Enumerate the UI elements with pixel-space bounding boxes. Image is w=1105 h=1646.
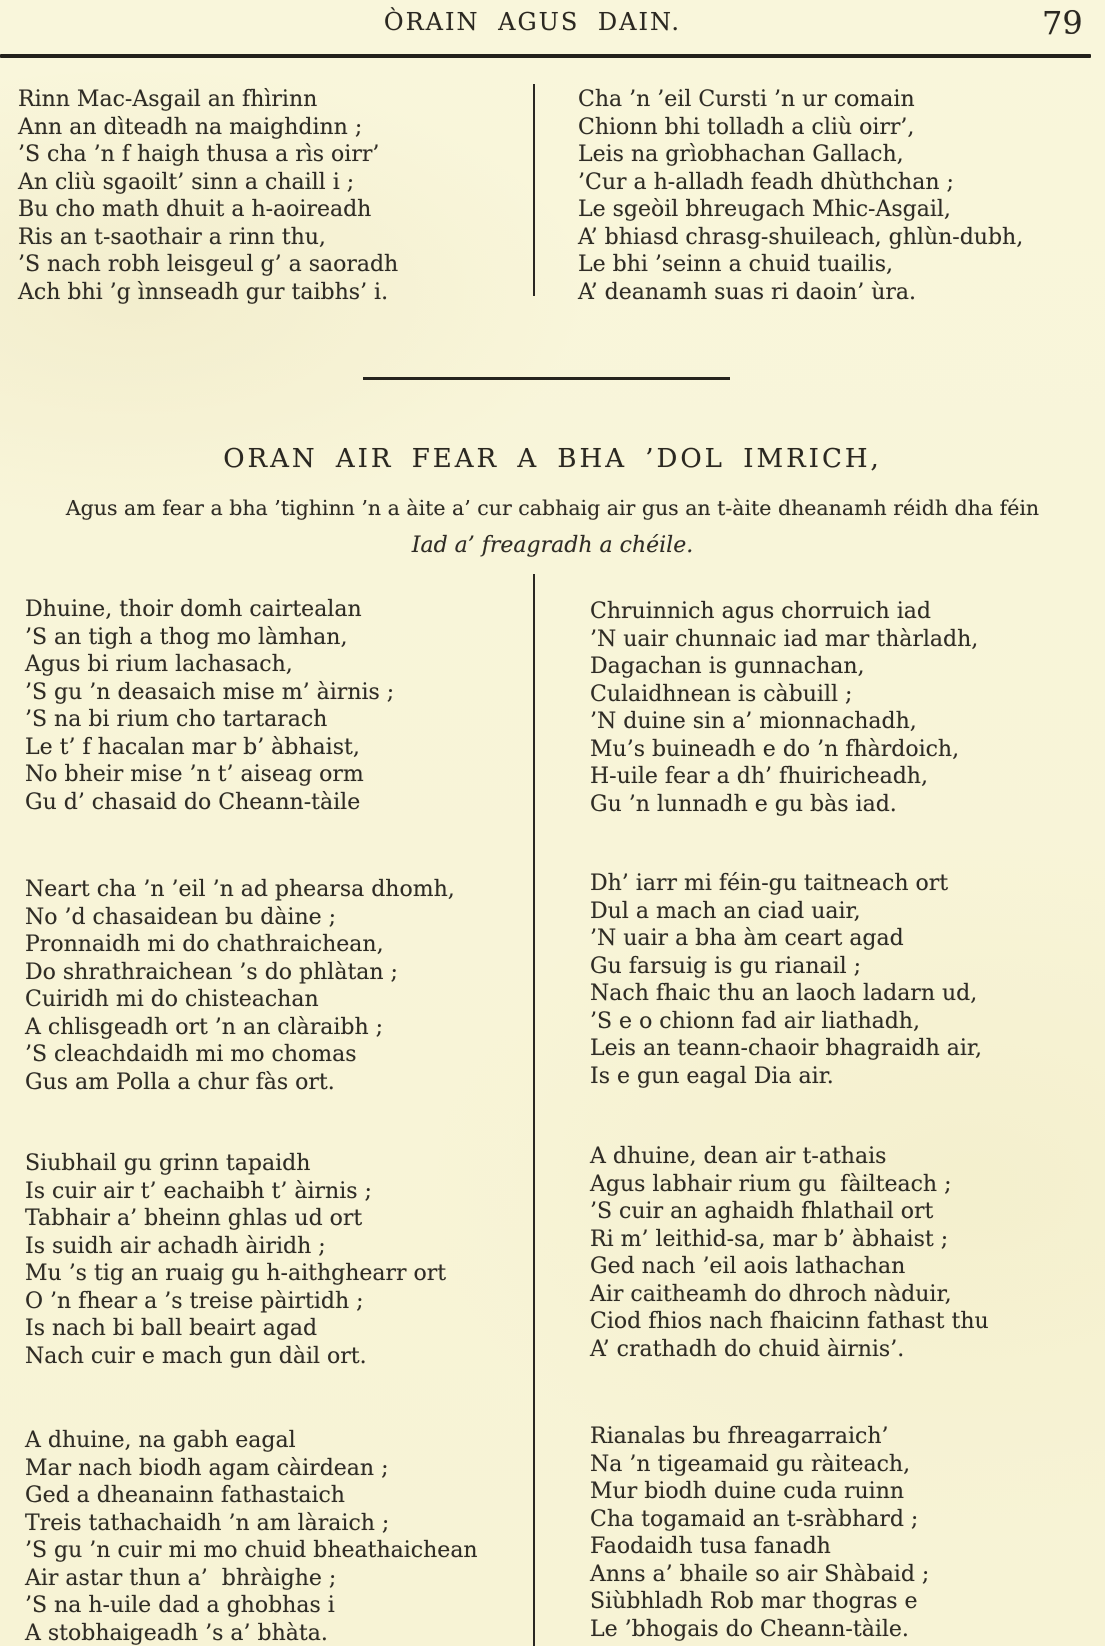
verse-line: ’S an tigh a thog mo làmhan, <box>25 624 348 650</box>
verse-line: Siùbhladh Rob mar thogras e <box>590 1589 918 1614</box>
verse-line: ’S cuir an aghaidh fhlathail ort <box>590 1199 934 1224</box>
verse-line: Rinn Mac-Asgail an fhìrinn <box>18 87 318 112</box>
song2-left-stanza-4 <box>25 1427 545 1646</box>
verse-line: A stobhaigeadh ’s a’ bhàta. <box>25 1620 328 1646</box>
verse-line: A chlisgeadh ort ’n an clàraibh ; <box>25 1014 384 1040</box>
verse-line: Air caitheamh do dhroch nàduir, <box>590 1281 952 1307</box>
verse-line: Treis tathachaidh ’n am làraich ; <box>25 1510 390 1536</box>
verse-line: Chionn bhi tolladh a cliù oirr’, <box>578 114 915 140</box>
header-rule <box>0 54 1091 58</box>
verse-line: Ri m’ leithid-sa, mar b’ àbhaist ; <box>590 1226 949 1252</box>
verse-line: Le ’bhogais do Cheann-tàile. <box>590 1616 909 1642</box>
verse-line: Dul a mach an ciad uair, <box>590 898 861 924</box>
verse-line: A dhuine, dean air t-athais <box>590 1144 887 1169</box>
verse-line: ’S na h-uile dad a ghobhas i <box>25 1593 335 1618</box>
verse-line: No ’d chasaidean bu dàine ; <box>25 904 337 930</box>
verse-line: Nach fhaic thu an laoch ladarn ud, <box>590 981 978 1006</box>
verse-line: Ach bhi ’g ìnnseadh gur taibhs’ i. <box>18 279 389 305</box>
verse-line: Mur biodh duine cuda ruinn <box>590 1479 905 1504</box>
verse-line: Do shrathraichean ’s do phlàtan ; <box>25 959 398 985</box>
verse-line: ’Cur a h-alladh feadh dhùthchan ; <box>578 169 954 195</box>
verse-line: Culaidhnean is càbuill ; <box>590 681 853 707</box>
song2-right-stanza-2 <box>590 870 1105 1090</box>
song2-left-stanza-1 <box>25 596 545 816</box>
verse-line: A’ bhiasd chrasg-shuileach, ghlùn-dubh, <box>578 224 1024 250</box>
verse-line: Chruinnich agus chorruich iad <box>590 599 931 624</box>
verse-line: Is e gun eagal Dia air. <box>590 1063 834 1089</box>
verse-line: Is cuir air t’ eachaibh t’ àirnis ; <box>25 1178 372 1204</box>
verse-line: ’N uair a bha àm ceart agad <box>590 926 904 951</box>
verse-line: Bu cho math dhuit a h-aoireadh <box>18 197 372 222</box>
verse-line: Faodaidh tusa fanadh <box>590 1534 831 1559</box>
verse-line: Ris an t-saothair a rinn thu, <box>18 224 326 250</box>
song-subtitle: Agus am fear a bha ’tighinn ’n a àite a’ cur cabhaig air gus an t-àite dheanamh réidh dha féin <box>65 496 1040 520</box>
verse-line: Cha ’n ’eil Cursti ’n ur comain <box>578 87 915 112</box>
song-subtitle-italic: Iad a’ freagradh a chéile. <box>411 533 694 558</box>
verse-line: Ged nach ’eil aois lathachan <box>590 1254 906 1279</box>
verse-line: Mar nach biodh agam càirdean ; <box>25 1455 389 1481</box>
verse-line: Cha togamaid an t-sràbhard ; <box>590 1506 919 1532</box>
verse-line: Anns a’ bhaile so air Shàbaid ; <box>590 1561 930 1587</box>
verse-line: No bheir mise ’n t’ aiseag orm <box>25 762 364 787</box>
verse-line: Leis an teann-chaoir bhagraidh air, <box>590 1036 982 1061</box>
verse-line: Is nach bi ball beairt agad <box>25 1316 318 1341</box>
verse-line: Ann an dìteadh na maighdinn ; <box>18 114 363 140</box>
verse-line: Ged a dheanainn fathastaich <box>25 1483 345 1508</box>
verse-line: O ’n fhear a ’s treise pàirtidh ; <box>25 1288 364 1314</box>
verse-line: ’N duine sin a’ mionnachadh, <box>590 709 917 734</box>
verse-line: ’S cleachdaidh mi mo chomas <box>25 1042 357 1067</box>
verse-line: ’S e o chionn fad air liathadh, <box>590 1008 920 1034</box>
verse-line: Pronnaidh mi do chathraichean, <box>25 932 384 957</box>
verse-line: Cuiridh mi do chisteachan <box>25 987 319 1012</box>
verse-line: A’ crathadh do chuid àirnis’. <box>590 1336 905 1362</box>
verse-line: A dhuine, na gabh eagal <box>25 1428 296 1453</box>
column-divider-top <box>533 84 535 296</box>
verse-line: Rianalas bu fhreagarraich’ <box>590 1424 889 1449</box>
song1-left-stanza <box>18 86 398 306</box>
song2-left-stanza-3 <box>25 1150 545 1370</box>
verse-line: Tabhair a’ bheinn ghlas ud ort <box>25 1206 363 1231</box>
page-number: 79 <box>1042 4 1083 42</box>
verse-line: Mu’s buineadh e do ’n fhàrdoich, <box>590 736 960 762</box>
verse-line: Neart cha ’n ’eil ’n ad phearsa dhomh, <box>25 877 455 902</box>
verse-line: Nach cuir e mach gun dàil ort. <box>25 1343 367 1369</box>
verse-line: Agus labhair rium gu fàilteach ; <box>590 1171 952 1197</box>
song1-right-stanza <box>578 86 1023 306</box>
verse-line: Le sgeòil bhreugach Mhic-Asgail, <box>578 197 951 222</box>
verse-line: Leis na grìobhachan Gallach, <box>578 142 904 167</box>
verse-line: A’ deanamh suas ri daoin’ ùra. <box>578 279 917 305</box>
verse-line: Air astar thun a’ bhràighe ; <box>25 1565 337 1591</box>
verse-line: Gus am Polla a chur fàs ort. <box>25 1069 335 1095</box>
verse-line: Gu d’ chasaid do Cheann-tàile <box>25 789 361 815</box>
verse-line: Dhuine, thoir domh cairtealan <box>25 597 362 622</box>
verse-line: ’S nach robh leisgeul g’ a saoradh <box>18 252 399 277</box>
verse-line: Mu ’s tig an ruaig gu h-aithghearr ort <box>25 1261 447 1286</box>
verse-line: Dh’ iarr mi féin-gu taitneach ort <box>590 871 949 896</box>
verse-line: Gu ’n lunnadh e gu bàs iad. <box>590 791 897 817</box>
verse-line: ’S cha ’n f haigh thusa a rìs oirr’ <box>18 142 380 167</box>
song-title: ORAN AIR FEAR A BHA ’DOL IMRICH, <box>223 444 882 474</box>
verse-line: ’S gu ’n cuir mi mo chuid bheathaichean <box>25 1538 478 1563</box>
verse-line: An cliù sgaoilt’ sinn a chaill i ; <box>18 169 355 195</box>
verse-line: Ciod fhios nach fhaicinn fathast thu <box>590 1309 989 1334</box>
song2-right-stanza-1 <box>590 598 1105 818</box>
verse-line: Le t’ f hacalan mar b’ àbhaist, <box>25 734 360 760</box>
verse-line: Na ’n tigeamaid gu ràiteach, <box>590 1451 911 1477</box>
verse-line: ’S gu ’n deasaich mise m’ àirnis ; <box>25 679 395 705</box>
verse-line: Is suidh air achadh àiridh ; <box>25 1233 326 1259</box>
verse-line: ’N uair chunnaic iad mar thàrladh, <box>590 626 979 652</box>
verse-line: Gu farsuig is gu rianail ; <box>590 953 862 979</box>
section-divider-rule <box>363 377 730 380</box>
verse-line: H-uile fear a dh’ fhuiricheadh, <box>590 764 928 789</box>
verse-line: Dagachan is gunnachan, <box>590 654 865 679</box>
song2-right-stanza-3 <box>590 1143 1105 1363</box>
running-title: ÒRAIN AGUS DAIN. <box>383 8 682 36</box>
song2-right-stanza-4 <box>590 1423 1105 1643</box>
song2-left-stanza-2 <box>25 876 545 1096</box>
verse-line: Agus bi rium lachasach, <box>25 652 293 677</box>
verse-line: Siubhail gu grinn tapaidh <box>25 1151 311 1176</box>
verse-line: ’S na bi rium cho tartarach <box>25 707 328 732</box>
verse-line: Le bhi ’seinn a chuid tuailis, <box>578 252 893 277</box>
